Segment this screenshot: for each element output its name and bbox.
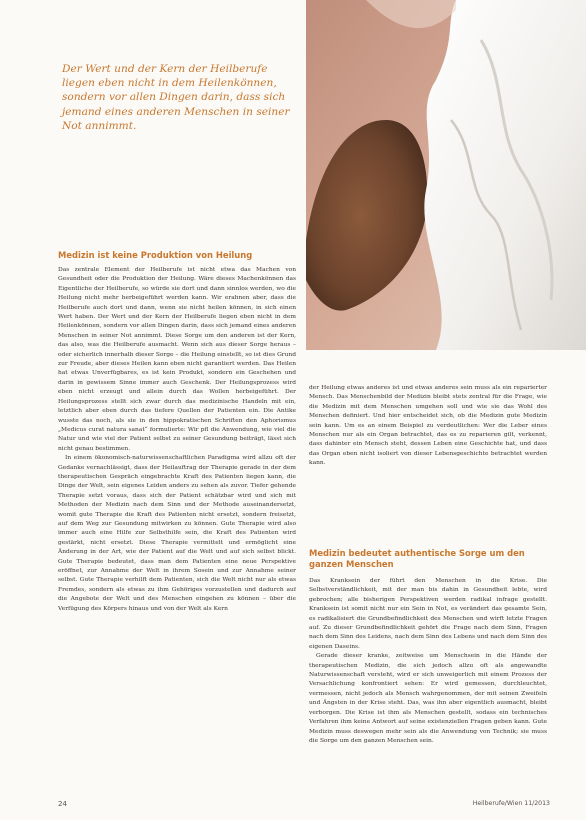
paragraph: Das Kranksein der führt den Menschen in die Krise. Die Selbstverständlichkeit, mit der man bis dahin in Gesundheit lebte, wird gebrochen; alle bisherigen Perspektiven werden radikal infrage gestellt. Kranksein ist somit nicht nur ein Sein in Not, es verändert das gesamte Sein, es radikalisiert die Grundbefindlichkeit des Menschen und wirft letzte Fragen auf. Zu dieser Grundbefindlichkeit gehört die Frage nach dem Sinn, Fragen nach dem Sinn des Leidens, nach dem Sinn des Lebens und nach dem Sinn des eigenen Daseins. [309,578,547,650]
journal-footer: Heilberufe/Wien 11/2013 [472,800,550,807]
section-heading-production: Medizin ist keine Produktion von Heilung [58,250,253,260]
page-number: 24 [58,800,67,808]
hero-photo [306,0,586,350]
paragraph: Gerade dieser kranke, zeitweise um Menschsein in die Hände der therapeutischen Medizin, die sich jedoch allzu oft als angewandte Naturwissenschaft versteht, wird er sich unweigerlich mit einem Prozess der Versachlichung konfrontiert sehen: Er wird gemessen, durchleuchtet, vermessen, nicht jedoch als Mensch wahrgenommen, der mit seinen Zweifeln und Ängsten in der Krise steht. Das, was ihn aber eigentlich ausmacht, bleibt verborgen. Die Krise ist ihm als Menschen gestellt, sodass ein technisches Verfahren ihm keine Antwort auf seine existenziellen Fragen geben kann. Gute Medizin muss deswegen mehr sein als die Anwendung von Technik; sie muss die Sorge um den ganzen Menschen sein. [309,653,547,744]
photo-illustration [306,0,586,350]
paragraph: Das zentrale Element der Heilberufe ist nicht etwa das Machen von Gesundheit oder die Produktion der Heilung. Wäre dieses Machenkönnen das Eigentliche der Heilberufe, so würde sie dort und dann sinnlos werden, wo die Heilung nicht mehr herbeigeführt werden kann. Wir erahnen aber, dass die Heilberufe auch dort und dann, wenn sie nicht heilen können, in sich einen Wert haben. Der Wert und der Kern der Heilberufe liegen eben nicht in dem Heilenkönnen, sondern vor allen Dingen darin, dass sich jemand eines anderen Menschen in seiner Not annimmt. Diese Sorge um den anderen ist der Kern, das also, was die Heilberufe ausmacht. Wenn sich aus dieser Sorge heraus – oder sicherlich innerhalb dieser Sorge – die Heilung einstellt, so ist dies Grund zur Freude, aber dieses Heilen kann eben nicht garantiert werden. Das Heilen hat etwas Unverfügbares, es ist kein Produkt, sondern ein Geschehen und darin in gewissem Sinne immer auch Geschenk. Der Heilungsprozess wird eben nicht erzeugt und allein durch das Wollen herbeigeführt. Der Heilungsprozess stellt sich zwar durch das medizinische Handeln mit ein, letztlich aber eben durch das tiefere Quellen der Patienten ein. Die Antike wusste das noch, als sie in den hippokratischen Schriften den Aphorismus „Medicus curat natura sanat“ formulierte: Wir pfl die Anwendung, wie viel die Natur und wie viel der Patient selbst zu seiner Gesundung beiträgt, lässt sich nicht genau bestimmen. [58,267,296,452]
article-column-left [58,266,296,796]
article-column-right-bottom [309,577,547,795]
paragraph: In einem ökonomisch-naturwissenschaftlichen Paradigma wird allzu oft der Gedanke vernachlässigt, dass der Heilauftrag der Therapie gerade in der dem therapeutischen Gespräch eingebrachte Kraft des Patienten liegen kann, die Dinge der Welt, sein eigenes Leiden anders zu sehen als zuvor. Tiefer gehende Therapie setzt voraus, dass sich der Patient schätzbar wird und sich mit Methoden der Medizin nach dem Sinn und der Methode auseinandersetzt, womit gute Therapie die Kraft des Patienten nicht ersetzt, sondern freisetzt, auf dem Weg zur Gesundung mitwirken zu können. Gute Therapie wird also immer auch eine Hilfe zur Selbsthilfe sein, die Kraft des Patienten wird gestärkt, nicht ersetzt. Diese Therapie vermittelt und ermöglicht eine Änderung in der Art, wie der Patient auf die Welt und auf sich selbst blickt. Gute Therapie bedeutet, dass man dem Patienten eine neue Perspektive eröffnet, zur Annahme der Welt in ihrem Sosein und zur Annahme seiner selbst. Gute Therapie verhilft dem Patienten, sich die Welt nicht nur als etwas Fremdes, sondern als etwas zu ihm Gehöriges vorzustellen und dadurch auf die Angebote der Welt und des Menschen eingehen zu können – über die Verfügung des Körpers hinaus und von der Welt als Kern [58,455,296,612]
pull-quote: Der Wert und der Kern der Heilberufe liegen eben nicht in dem Heilenkönnen, sondern vor allen Dingen darin, dass sich jemand eines anderen Menschen in seiner Not annimmt. [62,63,290,132]
section-heading-care: Medizin bedeutet authentische Sorge um den ganzen Menschen [309,548,525,569]
paragraph: der Heilung etwas anderes ist und etwas anderes sein muss als ein reparierter Mensch. Das Menschenbild der Medizin bleibt stets zentral für die Frage, wie die Medizin mit dem Menschen umgehen soll und wie sie das Wohl des Menschen definiert. Und hier entscheidet sich, ob die Medizin gute Medizin sein kann. Um es an einem Beispiel zu verdeutlichen: Wer die Leber eines Menschen nur als ein Organ betrachtet, das es zu reparieren gilt, verkennt, dass dahinter ein Mensch steht, dessen Leben eine Geschichte hat, und dass das Organ eben nicht isoliert von dieser Lebensgeschichte betrachtet werden kann. [309,385,547,467]
article-column-right-top [309,384,547,542]
